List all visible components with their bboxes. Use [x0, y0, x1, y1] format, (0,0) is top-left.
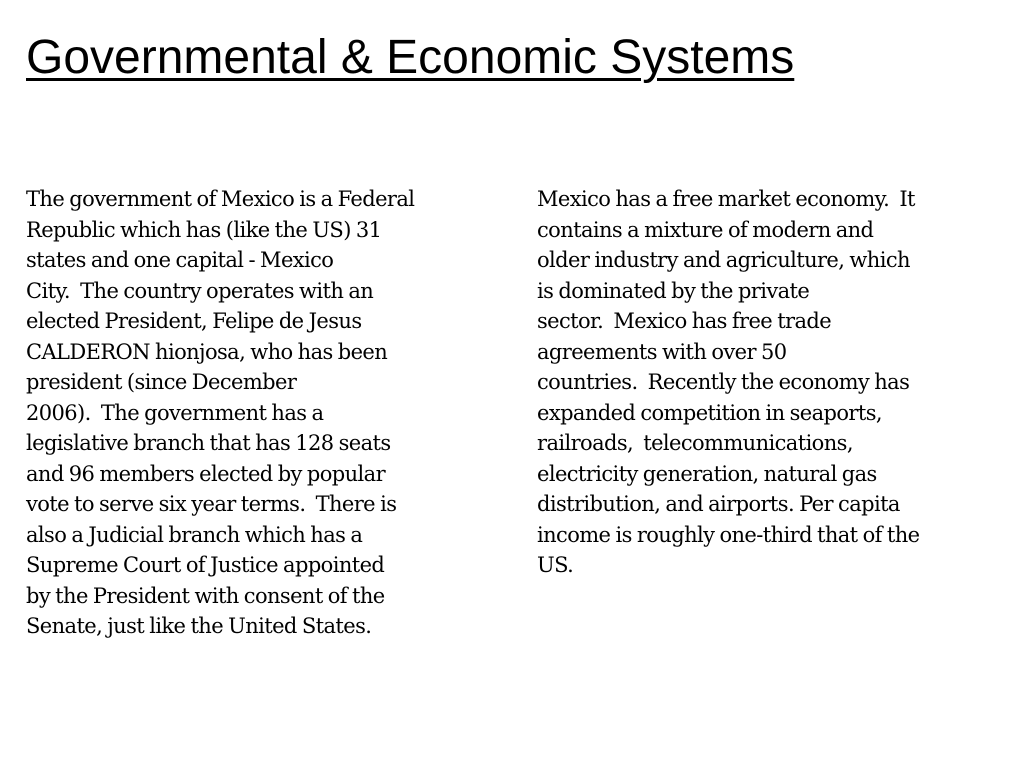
economy-text-line: electricity generation, natural gas: [537, 461, 877, 486]
economy-text-line: contains a mixture of modern and: [537, 217, 874, 242]
economy-text-line: agreements with over 50: [537, 339, 787, 364]
slide-title: Governmental & Economic Systems: [26, 31, 795, 84]
government-text-line: Senate, just like the United States.: [26, 614, 372, 638]
economy-text: [537, 184, 1007, 581]
economy-text-line: railroads, telecommunications,: [537, 431, 853, 455]
government-text-line: elected President, Felipe de Jesus: [26, 309, 362, 333]
government-text-line: Supreme Court of Justice appointed: [26, 553, 385, 577]
economy-text-line: older industry and agriculture, which: [537, 248, 910, 272]
government-text-line: states and one capital - Mexico: [26, 248, 334, 272]
economy-text-line: sector. Mexico has free trade: [537, 309, 832, 333]
government-text-line: legislative branch that has 128 seats: [26, 431, 391, 455]
government-text-line: also a Judicial branch which has a: [26, 522, 363, 547]
economy-text-line: US.: [537, 553, 574, 577]
economy-text-line: distribution, and airports. Per capita: [537, 492, 900, 516]
economy-text-line: Mexico has a free market economy. It: [537, 187, 915, 211]
economy-text-line: countries. Recently the economy has: [537, 370, 910, 394]
government-text: [26, 184, 496, 642]
government-text-line: City. The country operates with an: [26, 278, 374, 303]
government-text-line: by the President with consent of the: [26, 583, 385, 608]
government-text-line: 2006). The government has a: [26, 400, 324, 425]
government-text-line: vote to serve six year terms. There is: [26, 492, 397, 516]
government-text-line: Republic which has (like the US) 31: [26, 217, 382, 242]
government-text-line: The government of Mexico is a Federal: [26, 187, 415, 211]
government-text-line: president (since December: [26, 370, 297, 394]
government-text-line: and 96 members elected by popular: [26, 461, 386, 486]
economy-text-line: income is roughly one-third that of the: [537, 522, 920, 547]
economy-text-line: is dominated by the private: [537, 278, 810, 303]
government-text-line: CALDERON hionjosa, who has been: [26, 339, 388, 364]
economy-text-line: expanded competition in seaports,: [537, 400, 882, 425]
